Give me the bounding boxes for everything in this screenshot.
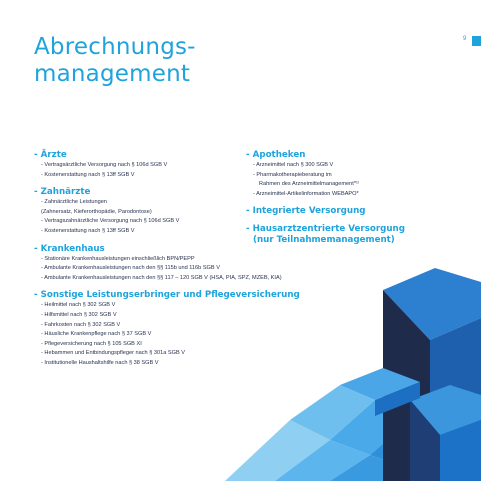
list-item: - Pharmakotherapieberatung im (253, 171, 332, 178)
list-item: - Arzneimittel nach § 300 SGB V (253, 162, 334, 168)
section-heading-aerzte: - Ärzte (34, 150, 67, 160)
list-item: - Zahnärztliche Leistungen (41, 199, 107, 206)
list-sonstige (34, 301, 334, 368)
list-item: - Ambulante Krankenhausleistungen nach den §§ 115b und 116b SGB V (41, 265, 220, 272)
list-item: - Fahrkosten nach § 302 SGB V (41, 321, 121, 328)
page-number: 9 (463, 36, 467, 42)
list-item: - Vertragsärztliche Versorgung nach § 106d SGB V (41, 162, 168, 168)
right-column (246, 150, 476, 246)
list-item: - Heilmittel nach § 302 SGB V (41, 302, 116, 309)
list-item: (Zahnersatz, Kieferorthopädie, Parodontose) (41, 208, 152, 215)
section-heading-hausarzt (246, 224, 476, 246)
list-item: - Kostenerstattung nach § 13ff SGB V (41, 227, 135, 234)
list-item: - Vertragszahnärztliche Versorgung nach § 106d SGB V (41, 218, 180, 225)
section-heading-apotheken: - Apotheken (246, 150, 306, 160)
list-item: - Häusliche Krankenpflege nach § 37 SGB V (41, 331, 152, 338)
section-heading-sonstige: - Sonstige Leistungserbringer und Pflegeversicherung (34, 290, 300, 301)
list-apotheken (246, 161, 476, 199)
section-heading-krankenhaus: - Krankenhaus (34, 243, 105, 254)
list-item: - Hilfsmittel nach § 302 SGB V (41, 311, 117, 318)
section-heading-integrierte: - Integrierte Versorgung (246, 206, 366, 217)
list-item: - Hebammen und Entbindungspfleger nach § 301a SGB V (41, 350, 185, 357)
list-item: - Ambulante Krankenhausleistungen nach den §§ 117 – 120 SGB V (HSA, PIA, SPZ, MZEB, KIA) (41, 274, 282, 281)
list-item: - Pflegeversicherung nach § 105 SGB XI (41, 340, 142, 347)
title-line-1: Abrechnungs- (34, 34, 196, 60)
list-item: - Kostenerstattung nach § 13ff SGB V (41, 171, 135, 178)
list-item: - Arzneimittel-Artikelinformation WEBAPO* (253, 190, 359, 197)
hausarzt-heading-line-1: - Hausarztzentrierte Versorgung (246, 224, 405, 235)
section-heading-zahnaerzte: - Zahnärzte (34, 187, 91, 198)
list-krankenhaus (34, 255, 334, 284)
hausarzt-heading-line-2: (nur Teilnahmemanagement) (253, 235, 395, 246)
list-item: - Institutionelle Haushaltshilfe nach § 38 SGB V (41, 359, 159, 366)
title-line-2: management (34, 61, 191, 87)
list-item: Rahmen des Arzneimittelmanagement*¹⁾ (259, 181, 360, 188)
list-item: - Stationäre Krankenhausleistungen einschließlich BPN/PEPP (41, 255, 195, 262)
